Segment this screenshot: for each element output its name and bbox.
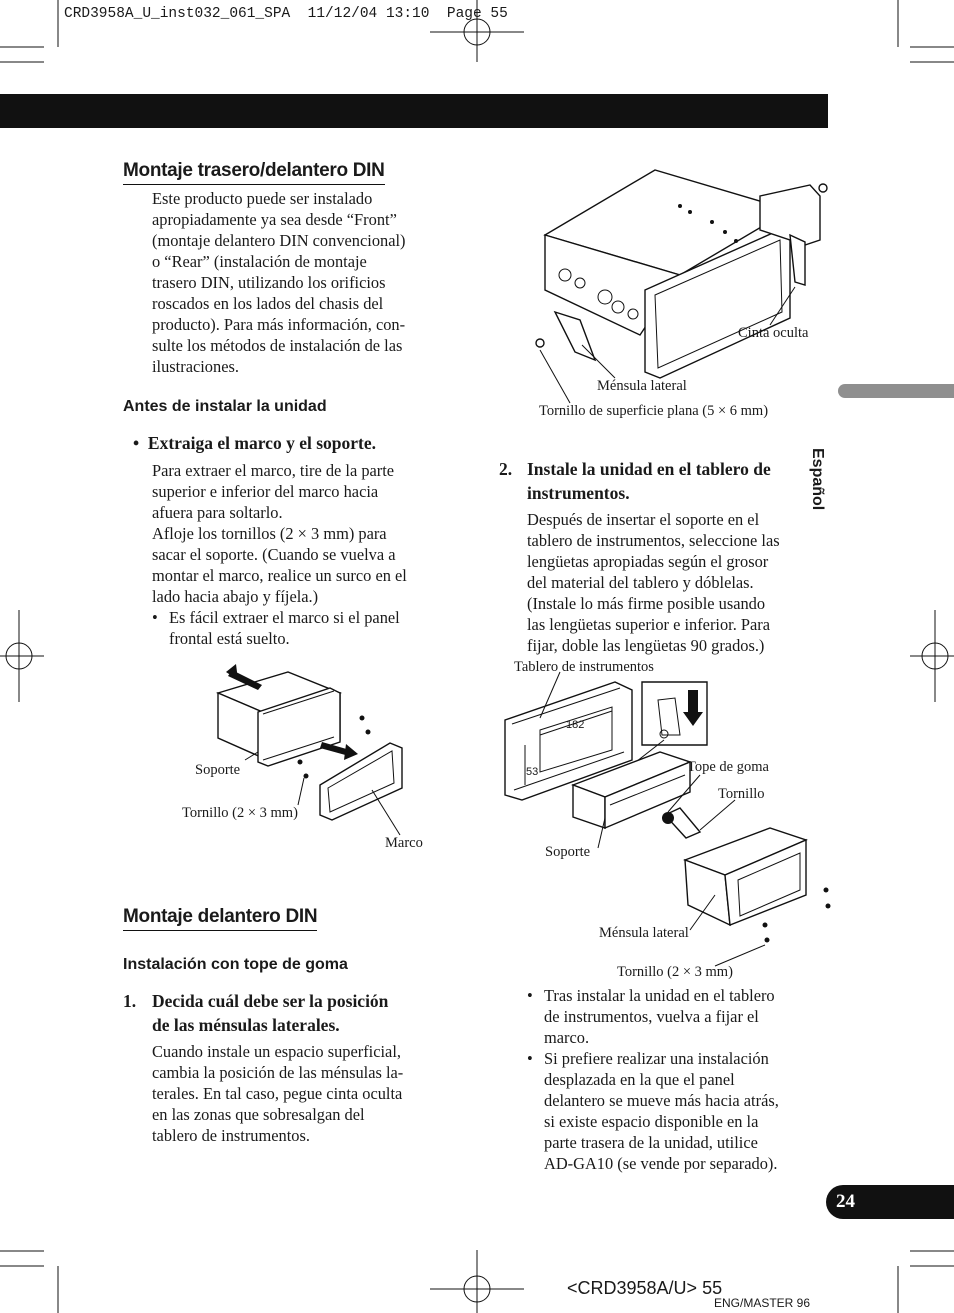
step1-heading: 1. Decida cuál debe ser la posición de las ménsulas laterales. [123,991,389,1035]
note-list-item: • Es fácil extraer el marco si el panel frontal está suelto. [152,608,400,648]
subsection-rubber-bush: Instalación con tope de goma [123,956,348,973]
fig3-label-soporte: Soporte [545,844,591,860]
fig3-dim-width: 182 [566,719,585,731]
remove-frame-paragraph: Para extraer el marco, tire de la parte superior e inferior del marco hacia afuera para soltarlo. Afloje los tornillos (2 × 3 mm) para sacar el soporte. (Cuando se vuelva a montar el marco, realice un surco en el lado hacia abajo y fíjela.) [152,461,407,606]
fig3-label-tornillo: Tornillo [718,786,765,802]
fig3-label-tornillo2: Tornillo (2 × 3 mm) [617,964,733,980]
fig1-label-marco: Marco [385,835,423,851]
footer-code: <CRD3958A/U> 55 [567,1278,723,1298]
step2-heading: 2. Instale la unidad en el tablero de instrumentos. [499,459,771,503]
fig3-dim-height: 53 [526,766,539,778]
intro-paragraph: Este producto puede ser instalado apropiadamente ya sea desde “Front” (montaje delantero DIN convencional) o “Rear” (instalación de montaje trasero DIN, utilizando los orificios roscados en los lados del chasis del producto). Para más información, con- sulte los métodos de instalación de las ilustraciones. [152,189,406,376]
section-title-front-din: Montaje delantero DIN [123,906,317,931]
language-tab [838,384,954,398]
fig2-label-tornillo: Tornillo de superficie plana (5 × 6 mm) [539,403,769,419]
print-slug: CRD3958A_U_inst032_061_SPA 11/12/04 13:10 Page 55 [64,6,508,22]
fig2-label-mensula: Ménsula lateral [597,378,687,394]
list-item: • Si prefiere realizar una instalación [527,1049,769,1068]
fig1-label-soporte: Soporte [195,762,241,778]
list-item: • Tras instalar la unidad en el tablero [527,986,775,1005]
step2-paragraph: Después de insertar el soporte en el tablero de instrumentos, seleccione las lengüetas apropiadas según el grosor del material del tablero y dóblelas. (Instale lo más firme posible usando las lengüetas superior e inferior. Para fijar, doble las lengüetas 90 grados.) [527,510,780,655]
step1-paragraph: Cuando instale un espacio superficial, cambia la posición de las ménsulas la- terales. En tal caso, pegue cinta oculta en las zonas que sobresalgan del tablero de instrumentos. [152,1042,404,1145]
fig3-label-tablero: Tablero de instrumentos [514,659,654,675]
fig1-label-tornillo: Tornillo (2 × 3 mm) [182,805,298,821]
bullet-heading: • Extraiga el marco y el soporte. [133,433,376,453]
fig3-label-tope: Tope de goma [687,759,769,775]
final-notes-list: • Tras instalar la unidad en el tablero de instrumentos, vuelva a fijar el marco. • Si prefiere realizar una instalación desplazada en la que el panel delantero se mueve más hacia atrás, si existe espacio disponible en la parte trasera de la unidad, utilice AD-GA10 (se vende por separado). [527,985,827,1174]
subsection-before-install: Antes de instalar la unidad [123,398,327,415]
section-title-rear-front: Montaje trasero/delantero DIN [123,160,385,185]
fig3-label-mensula: Ménsula lateral [599,925,689,941]
page-number: 24 [826,1185,954,1219]
fig2-label-cinta: Cinta oculta [738,325,809,341]
footer-master: ENG/MASTER 96 [714,1296,811,1310]
